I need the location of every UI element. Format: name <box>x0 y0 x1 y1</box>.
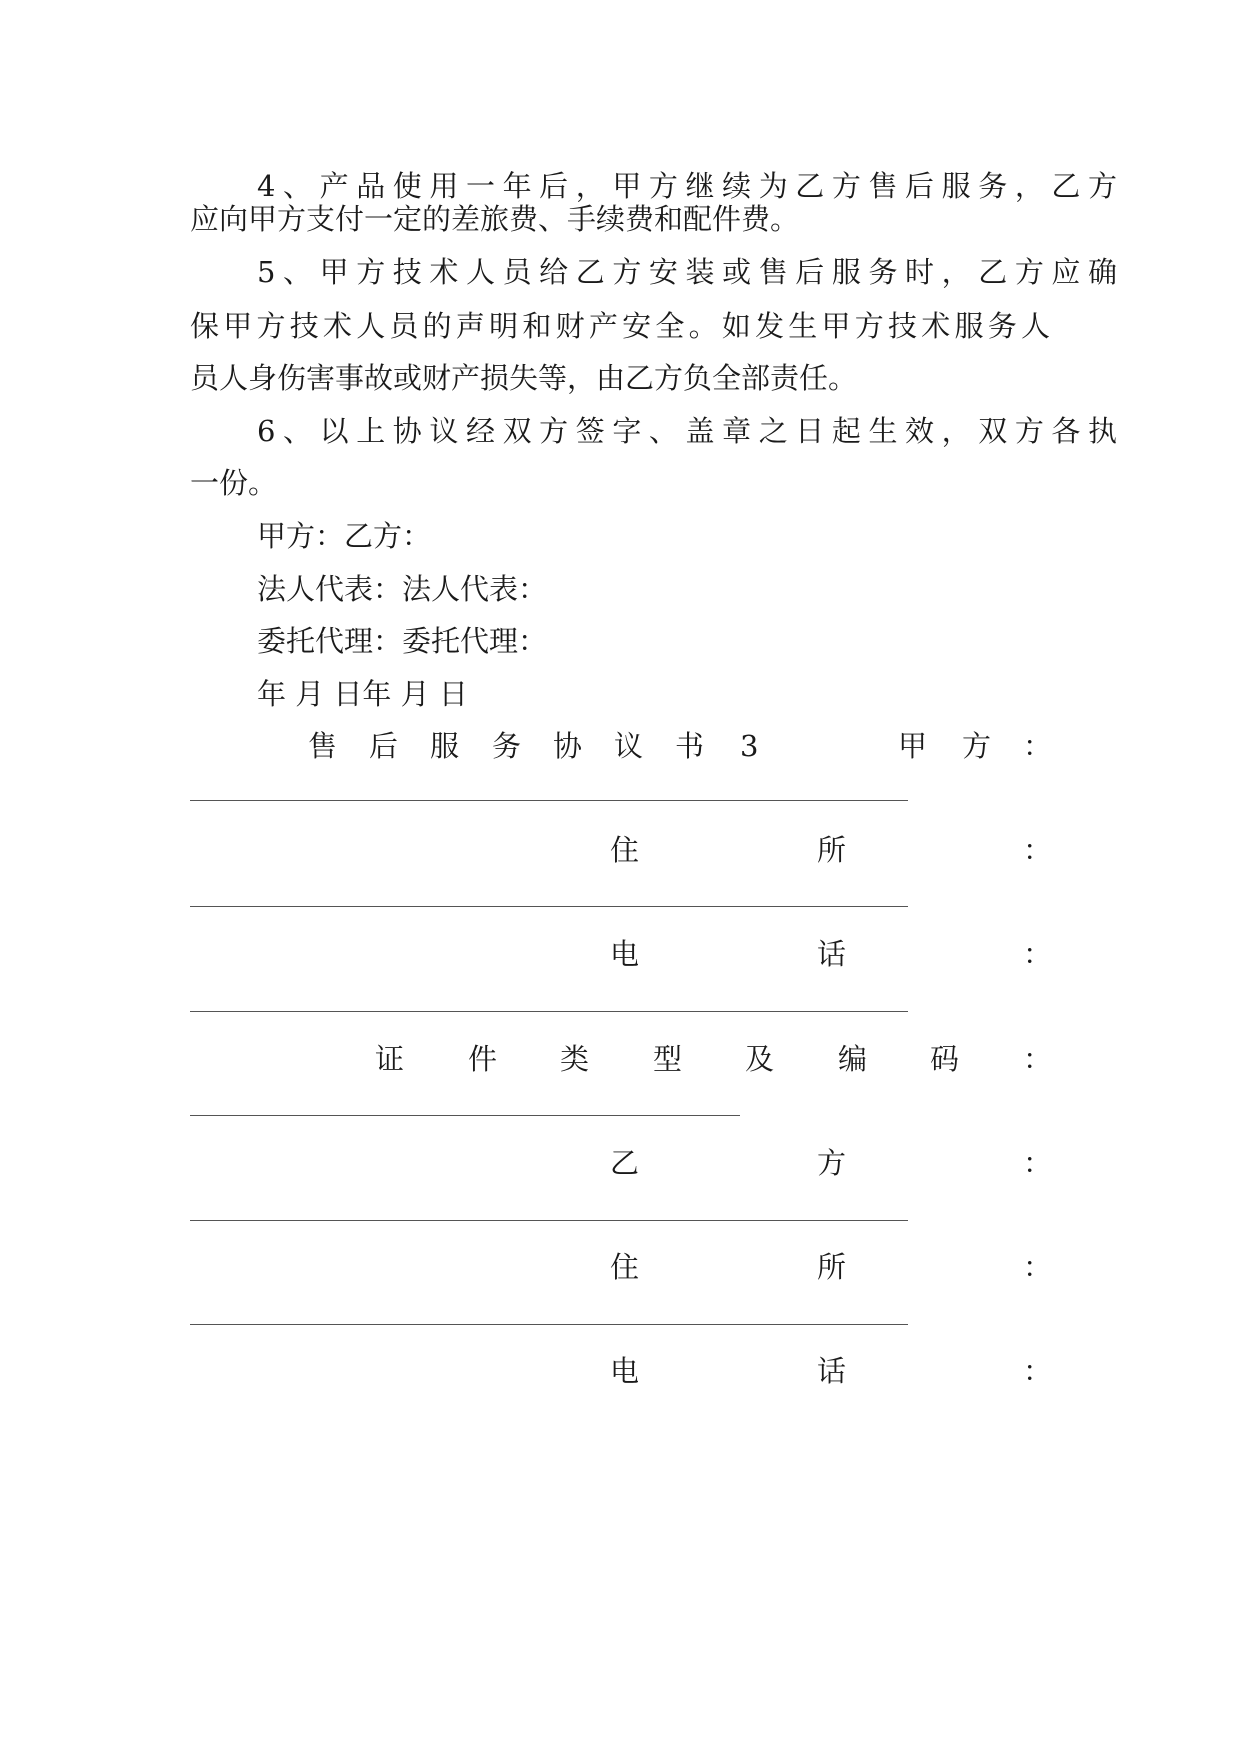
party-b-label-char: 乙 <box>610 1146 640 1180</box>
id-type-label-char: 及 <box>745 1042 775 1076</box>
address-label-colon: ： <box>1023 833 1053 867</box>
phone-label-char: 电 <box>610 1354 640 1388</box>
id-type-label-char: 码 <box>930 1042 960 1076</box>
signature-parties: 甲方：乙方： <box>257 519 432 553</box>
party-b-phone-row <box>190 1351 1053 1391</box>
signature-legal-rep: 法人代表：法人代表： <box>257 572 548 606</box>
id-type-blank-line <box>190 1115 740 1116</box>
address-label-char: 所 <box>817 833 847 867</box>
party-a-address-blank-line <box>190 906 908 907</box>
title-char: 书 <box>675 729 705 763</box>
title-char: 售 <box>308 729 338 763</box>
phone-label-colon: ： <box>1023 1354 1053 1388</box>
party-a-address-row <box>190 830 1053 870</box>
id-type-label-char: 编 <box>838 1042 868 1076</box>
party-b-address-row <box>190 1247 1053 1287</box>
party-a-phone-row <box>190 934 1053 974</box>
id-type-label-char: 类 <box>560 1042 590 1076</box>
party-a-blank-line <box>190 800 908 801</box>
title-char: 协 <box>553 729 583 763</box>
phone-label-char: 话 <box>817 937 847 971</box>
party-b-blank-line <box>190 1220 908 1221</box>
address-label-colon: ： <box>1023 1250 1053 1284</box>
clause-4-line-1: 4、产品使用一年后，甲方继续为乙方售后服务，乙方 <box>257 169 1117 203</box>
clause-4-line-2: 应向甲方支付一定的差旅费、手续费和配件费。 <box>190 202 800 236</box>
party-a-label-char: 方 <box>962 729 992 763</box>
clause-6-line-2: 一份。 <box>190 466 278 500</box>
clause-5-line-3: 员人身伤害事故或财产损失等，由乙方负全部责任。 <box>190 361 858 395</box>
id-type-label-char: 件 <box>468 1042 498 1076</box>
party-b-row <box>190 1143 1053 1183</box>
party-a-label-char: 甲 <box>898 729 928 763</box>
address-label-char: 所 <box>817 1250 847 1284</box>
address-label-char: 住 <box>610 1250 640 1284</box>
id-type-label-colon: ： <box>1023 1042 1053 1076</box>
id-type-label-char: 证 <box>375 1042 405 1076</box>
clause-5-line-2: 保甲方技术人员的声明和财产安全。如发生甲方技术服务人 <box>190 309 1050 343</box>
id-type-row <box>190 1039 1053 1079</box>
address-label-char: 住 <box>610 833 640 867</box>
title-char: 后 <box>369 729 399 763</box>
party-a-label-colon: ： <box>1023 729 1053 763</box>
id-type-label-char: 型 <box>653 1042 683 1076</box>
phone-label-colon: ： <box>1023 937 1053 971</box>
signature-date: 年 月 日年 月 日 <box>257 677 468 711</box>
title-char: 3 <box>740 729 759 763</box>
party-a-phone-blank-line <box>190 1011 908 1012</box>
title-char: 务 <box>492 729 522 763</box>
clause-5-line-1: 5、甲方技术人员给乙方安装或售后服务时，乙方应确 <box>257 255 1117 289</box>
party-b-label-colon: ： <box>1023 1146 1053 1180</box>
title-char: 议 <box>614 729 644 763</box>
title-char: 服 <box>430 729 460 763</box>
phone-label-char: 话 <box>817 1354 847 1388</box>
party-b-label-char: 方 <box>817 1146 847 1180</box>
signature-agent: 委托代理：委托代理： <box>257 624 548 658</box>
agreement-title-row <box>190 726 1053 766</box>
party-b-address-blank-line <box>190 1324 908 1325</box>
clause-6-line-1: 6、以上协议经双方签字、盖章之日起生效，双方各执 <box>257 414 1117 448</box>
phone-label-char: 电 <box>610 937 640 971</box>
